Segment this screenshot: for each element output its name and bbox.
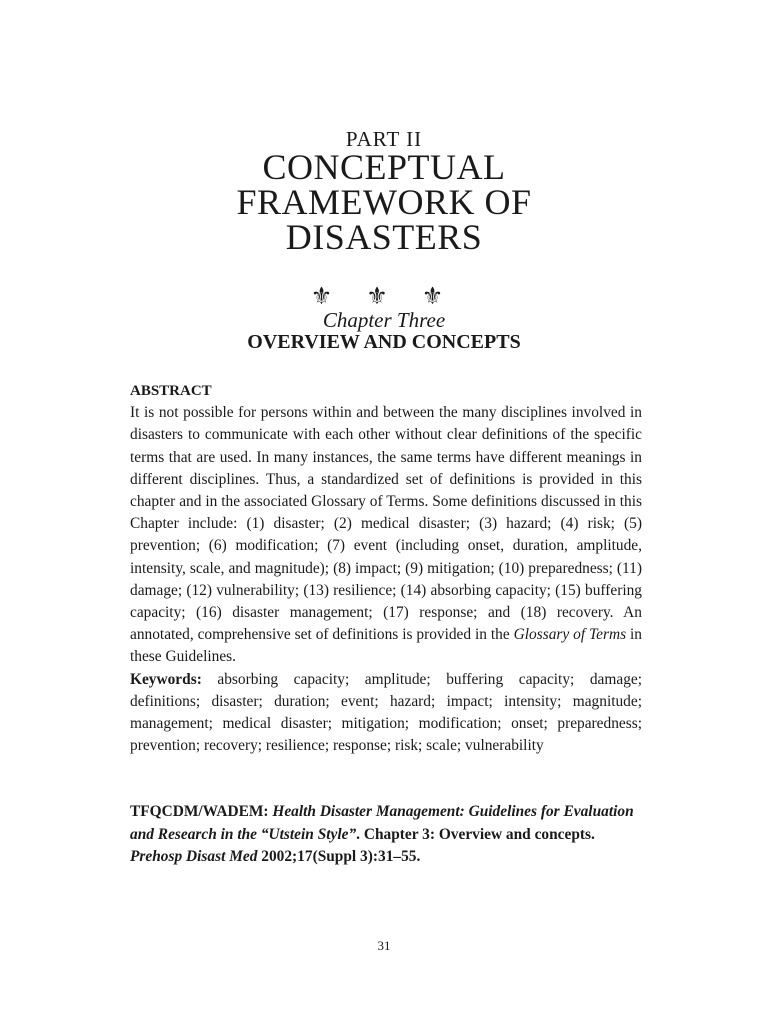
page-number: 31 <box>377 938 391 953</box>
keywords-text: absorbing capacity; amplitude; buffering capacity; damage; definitions; disaster; duration; event; hazard; impact; intensity; magnitude; management; medical disaster; mitigation; modification; onset; preparedness; prevention; recovery; resilience; response; risk; scale; vulnerability <box>130 670 642 755</box>
abstract-text <box>130 402 642 668</box>
abstract-section <box>130 380 642 757</box>
keywords-label: Keywords: <box>130 670 202 688</box>
fleur-de-lis-ornament-icon: ⚜ ⚜ ⚜ <box>310 284 458 310</box>
keywords-paragraph <box>130 669 642 758</box>
part-title-line: FRAMEWORK OF <box>236 182 532 222</box>
abstract-text-part: in these Guidelines. <box>130 626 642 666</box>
citation-book-title: Health Disaster Management: Guidelines for Evaluation and Research in the “Utstein Style” <box>130 803 634 843</box>
part-label: PART II <box>345 127 423 151</box>
chapter-title: OVERVIEW AND CONCEPTS <box>247 331 521 353</box>
abstract-text-part: It is not possible for persons within and between the many disciplines involved in disasters to communicate with each other without clear definitions of the specific terms that are used. In many instances, the same terms have different meanings in different disciplines. Thus, a standardized set of definitions is provided in this chapter and in the associated Glossary of Terms. Some definitions discussed in this Chapter include: (1) disaster; (2) medical disaster; (3) hazard; (4) risk; (5) prevention; (6) modification; (7) event (including onset, duration, amplitude, intensity, scale, and magnitude); (8) impact; (9) mitigation; (10) preparedness; (11) damage; (12) vulnerability; (13) resilience; (14) absorbing capacity; (15) buffering capacity; (16) disaster management; (17) response; and (18) recovery. An annotated, comprehensive set of definitions is provided in the <box>130 404 642 644</box>
glossary-reference: Glossary of Terms <box>513 626 627 644</box>
citation <box>130 801 650 869</box>
citation-ref: 2002;17(Suppl 3):31–55. <box>257 848 421 865</box>
part-title <box>0 147 768 257</box>
part-title-line: CONCEPTUAL <box>262 147 506 187</box>
chapter-label: Chapter Three <box>322 308 446 332</box>
part-title-line: DISASTERS <box>285 217 483 257</box>
citation-chapter-info: . Chapter 3: Overview and concepts. <box>356 825 595 843</box>
citation-org: TFQCDM/WADEM: <box>130 803 273 820</box>
abstract-heading: ABSTRACT <box>130 383 212 399</box>
citation-journal: Prehosp Disast Med <box>130 848 258 865</box>
